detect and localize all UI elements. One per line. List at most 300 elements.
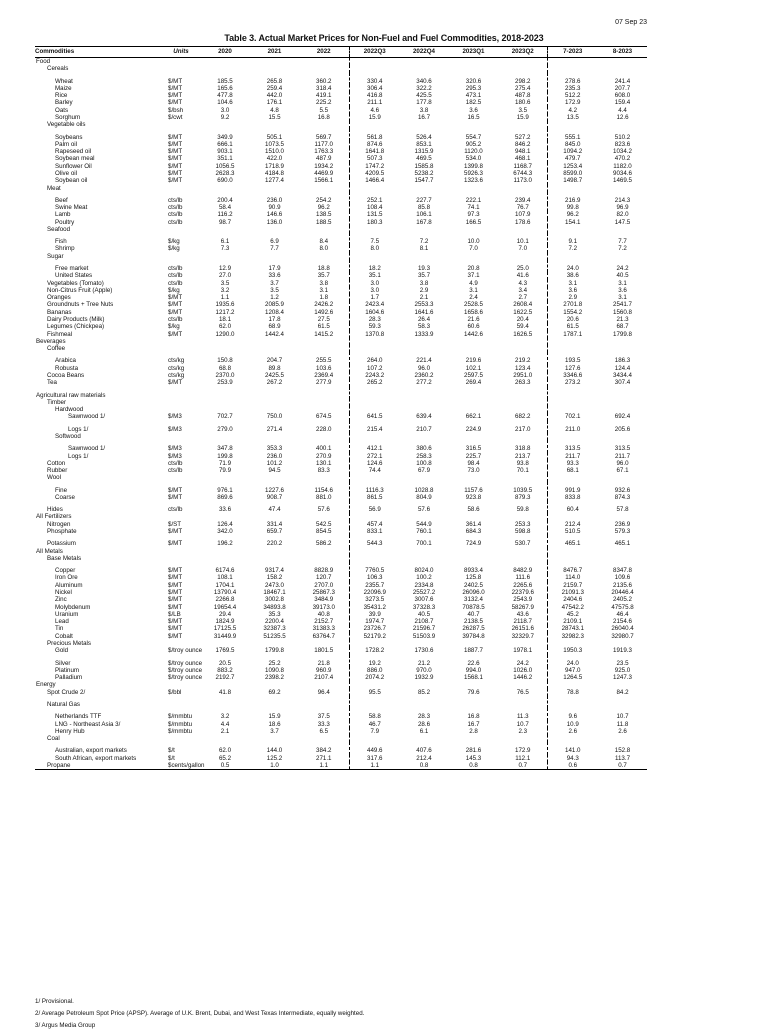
- value-cell: [598, 474, 647, 481]
- value-cell: 510.5: [547, 528, 598, 535]
- value-cell: 70.1: [516, 467, 529, 475]
- value-cell: [250, 640, 299, 647]
- value-cell: [299, 345, 349, 352]
- table-group-row: [35, 58, 647, 66]
- commodity-name: Vegetables (Tomato): [47, 279, 104, 287]
- value-cell: [598, 253, 647, 260]
- value-cell: 236.0: [266, 452, 283, 460]
- value-cell: 530.7: [515, 540, 531, 548]
- value-cell: 3.0: [349, 287, 400, 294]
- value-cell: 9317.4: [265, 567, 284, 575]
- unit-cell: cts/lb: [168, 204, 183, 212]
- commodity-name: Molybdenum: [55, 603, 91, 611]
- value-cell: 8599.0: [547, 170, 598, 177]
- value-cell: 22.6: [467, 659, 480, 667]
- value-cell: [250, 65, 299, 72]
- value-cell: 1333.9: [414, 330, 434, 338]
- value-cell: 216.9: [547, 192, 598, 204]
- value-cell: 3273.5: [349, 596, 400, 603]
- unit-cell: [162, 253, 200, 260]
- value-cell: 760.1: [416, 528, 432, 536]
- value-cell: 2404.6: [547, 596, 598, 603]
- value-cell: 219.2: [515, 357, 531, 365]
- value-cell: 0.8: [448, 762, 499, 770]
- value-cell: [400, 548, 448, 555]
- value-cell: 586.2: [316, 540, 332, 548]
- value-cell: 853.1: [416, 140, 432, 148]
- value-cell: 215.4: [349, 421, 400, 433]
- value-cell: [499, 474, 547, 481]
- unit-cell: $/MT: [168, 92, 183, 100]
- unit-cell: $/MT: [168, 596, 183, 604]
- value-cell: 79.9: [218, 467, 232, 475]
- value-cell: 16.5: [467, 113, 480, 121]
- value-cell: 98.7: [218, 218, 232, 226]
- table-row: [35, 287, 647, 294]
- value-cell: 25867.3: [312, 589, 335, 596]
- value-cell: 2.1: [220, 727, 230, 735]
- commodity-name: Base Metals: [47, 554, 82, 562]
- value-cell: 666.1: [217, 140, 233, 148]
- value-cell: 2426.2: [314, 301, 334, 309]
- value-cell: 58.4: [218, 204, 232, 212]
- value-cell: 7.0: [469, 245, 478, 253]
- value-cell: [448, 433, 499, 440]
- commodity-name: Precious Metals: [47, 639, 92, 647]
- commodity-name: All Fertilizers: [36, 513, 72, 521]
- value-cell: 1264.5: [547, 674, 598, 681]
- value-cell: [200, 253, 250, 260]
- value-cell: 40.8: [317, 610, 330, 618]
- commodity-name: Silver: [55, 659, 71, 667]
- value-cell: 7.7: [618, 238, 627, 246]
- value-cell: [200, 406, 250, 413]
- value-cell: [299, 555, 349, 562]
- value-cell: 416.8: [349, 92, 400, 99]
- value-cell: 1.0: [250, 762, 299, 770]
- value-cell: [299, 696, 349, 708]
- value-cell: [448, 345, 499, 352]
- unit-cell: $/LB: [168, 610, 181, 618]
- value-cell: 2553.3: [414, 301, 434, 309]
- header-col-2022q4: 2022Q4: [400, 47, 448, 58]
- value-cell: 6174.6: [215, 567, 235, 575]
- table-row: [35, 211, 647, 218]
- value-cell: 225.7: [465, 452, 482, 460]
- value-cell: 10.0: [467, 238, 480, 246]
- header-col-2020: 2020: [200, 47, 250, 58]
- unit-cell: [162, 406, 200, 413]
- value-cell: [400, 226, 448, 233]
- value-cell: 1.2: [270, 294, 279, 302]
- value-cell: [299, 121, 349, 128]
- value-cell: 487.9: [316, 155, 332, 163]
- value-cell: 846.2: [515, 140, 531, 148]
- value-cell: 0.5: [200, 762, 250, 770]
- table-row: [35, 562, 647, 574]
- value-cell: 41.8: [218, 688, 232, 696]
- value-cell: 3.7: [270, 279, 279, 287]
- unit-cell: cts/lb: [168, 196, 183, 204]
- value-cell: [547, 65, 598, 72]
- value-cell: 258.3: [416, 452, 432, 460]
- value-cell: 107.9: [515, 211, 531, 219]
- value-cell: 1247.3: [613, 674, 632, 682]
- value-cell: 542.5: [316, 520, 332, 528]
- unit-cell: $/MT: [168, 581, 183, 589]
- value-cell: 212.4: [416, 754, 432, 762]
- value-cell: [299, 433, 349, 440]
- value-cell: [400, 696, 448, 708]
- table-row: [35, 453, 647, 460]
- value-cell: 32982.3: [547, 633, 598, 640]
- value-cell: [299, 65, 349, 72]
- value-cell: [200, 338, 250, 345]
- value-cell: 33.6: [268, 272, 281, 280]
- value-cell: 3.6: [469, 106, 478, 114]
- table-row: [35, 372, 647, 379]
- value-cell: 96.0: [417, 364, 431, 372]
- unit-cell: $/troy ounce: [168, 674, 203, 682]
- value-cell: 51235.5: [263, 632, 286, 640]
- unit-cell: $/M3: [168, 452, 182, 460]
- table-group-row: [35, 345, 647, 352]
- value-cell: [598, 226, 647, 233]
- value-cell: [200, 387, 250, 399]
- value-cell: 468.1: [515, 155, 531, 163]
- value-cell: 2402.5: [464, 581, 483, 589]
- commodity-name: Logs 1/: [68, 452, 89, 460]
- commodity-name: Rapeseed oil: [55, 148, 92, 156]
- value-cell: [400, 640, 448, 647]
- value-cell: 1769.5: [215, 647, 235, 655]
- value-cell: [200, 345, 250, 352]
- unit-cell: $/MT: [168, 625, 183, 633]
- value-cell: 8482.9: [513, 567, 533, 575]
- table-body: [35, 58, 647, 770]
- value-cell: 3.5: [270, 286, 279, 294]
- value-cell: 2135.6: [613, 581, 632, 589]
- value-cell: 6744.3: [513, 169, 533, 177]
- value-cell: 507.3: [349, 155, 400, 162]
- commodity-name: Spot Crude 2/: [47, 688, 86, 696]
- value-cell: 659.7: [266, 528, 283, 536]
- value-cell: 15.9: [268, 713, 281, 721]
- table-group-row: [35, 387, 647, 399]
- commodity-name: Barley: [55, 99, 73, 107]
- value-cell: 534.0: [465, 155, 482, 163]
- value-cell: [400, 345, 448, 352]
- value-cell: [448, 640, 499, 647]
- value-cell: 1253.4: [547, 163, 598, 170]
- value-cell: 1787.1: [547, 331, 598, 338]
- value-cell: [200, 433, 250, 440]
- value-cell: 1934.2: [314, 162, 334, 170]
- value-cell: 41.6: [516, 272, 529, 280]
- header-col-2022q3: 2022Q3: [349, 47, 400, 58]
- footnote-3: 3/ Argus Media Group: [35, 1022, 96, 1029]
- value-cell: 2.9: [547, 294, 598, 301]
- table-row: [35, 365, 647, 372]
- value-cell: 235.3: [547, 85, 598, 92]
- value-cell: 1547.7: [414, 177, 434, 185]
- value-cell: 3.8: [319, 279, 329, 287]
- table-row: [35, 625, 647, 632]
- value-cell: 0.6: [547, 762, 598, 770]
- unit-cell: $/MT: [168, 618, 183, 626]
- unit-cell: $/MT: [168, 155, 183, 163]
- commodity-name: Fine: [55, 486, 68, 494]
- value-cell: [499, 399, 547, 406]
- unit-cell: cts/lb: [168, 467, 183, 475]
- value-cell: 313.5: [614, 445, 631, 453]
- value-cell: 35431.2: [349, 604, 400, 611]
- value-cell: [499, 345, 547, 352]
- commodity-name: Cereals: [47, 65, 69, 73]
- value-cell: 172.9: [515, 747, 531, 755]
- value-cell: 2.1: [419, 294, 429, 302]
- value-cell: 349.9: [217, 133, 233, 141]
- value-cell: 90.9: [268, 204, 281, 212]
- value-cell: 923.8: [465, 493, 482, 501]
- commodity-name: Non-Citrus Fruit (Apple): [47, 286, 113, 294]
- value-cell: 228.0: [316, 425, 332, 433]
- value-cell: 7760.5: [349, 562, 400, 574]
- value-cell: 833.8: [547, 494, 598, 501]
- value-cell: 8024.0: [414, 567, 434, 575]
- value-cell: 16.8: [467, 713, 480, 721]
- commodity-name: Fish: [55, 238, 67, 246]
- value-cell: 35.7: [317, 272, 330, 280]
- value-cell: 6.5: [319, 727, 329, 735]
- value-cell: 874.3: [614, 493, 631, 501]
- value-cell: 57.6: [417, 506, 431, 514]
- value-cell: [200, 121, 250, 128]
- table-row: [35, 85, 647, 92]
- value-cell: 662.1: [465, 413, 482, 421]
- header-col-2021: 2021: [250, 47, 299, 58]
- table-row: [35, 352, 647, 364]
- value-cell: 144.0: [266, 747, 283, 755]
- value-cell: 23.5: [616, 659, 629, 667]
- value-cell: 2243.2: [349, 372, 400, 379]
- value-cell: 1094.2: [547, 148, 598, 155]
- table-row: [35, 674, 647, 681]
- value-cell: [250, 226, 299, 233]
- unit-cell: $/t: [168, 754, 175, 762]
- value-cell: 555.1: [547, 129, 598, 141]
- value-cell: 31383.3: [312, 625, 335, 633]
- commodity-name: Food: [36, 58, 51, 65]
- value-cell: 412.1: [349, 440, 400, 452]
- value-cell: [250, 121, 299, 128]
- value-cell: 32387.3: [263, 625, 286, 633]
- table-group-row: [35, 433, 647, 440]
- value-cell: [349, 121, 400, 128]
- table-row: [35, 611, 647, 618]
- value-cell: [400, 735, 448, 742]
- value-cell: 318.8: [515, 445, 531, 453]
- value-cell: [400, 433, 448, 440]
- value-cell: 1799.8: [265, 647, 284, 655]
- value-cell: 84.2: [616, 688, 629, 696]
- value-cell: [448, 58, 499, 66]
- table-row: [35, 721, 647, 728]
- value-cell: 277.9: [316, 379, 332, 387]
- value-cell: 881.0: [316, 493, 332, 501]
- table-row: [35, 141, 647, 148]
- value-cell: 185.5: [217, 77, 233, 85]
- unit-cell: $/MT: [168, 294, 183, 302]
- value-cell: [598, 640, 647, 647]
- value-cell: 886.0: [349, 667, 400, 674]
- value-cell: 5.5: [319, 106, 329, 114]
- value-cell: [448, 474, 499, 481]
- unit-cell: cts/kg: [168, 371, 185, 379]
- value-cell: 7.9: [349, 728, 400, 735]
- value-cell: 29.4: [218, 610, 232, 618]
- value-cell: 278.6: [547, 73, 598, 85]
- value-cell: 73.0: [467, 467, 480, 475]
- unit-cell: [162, 640, 200, 647]
- value-cell: 265.2: [349, 379, 400, 386]
- table-group-row: [35, 696, 647, 708]
- value-cell: 994.0: [465, 666, 482, 674]
- value-cell: 241.4: [614, 77, 631, 85]
- value-cell: 93.8: [516, 459, 529, 467]
- value-cell: 1568.1: [464, 674, 483, 682]
- value-cell: 25.2: [268, 659, 281, 667]
- value-cell: 18.6: [268, 720, 281, 728]
- value-cell: [349, 253, 400, 260]
- commodity-name: Beverages: [36, 337, 66, 345]
- value-cell: [200, 474, 250, 481]
- value-cell: 407.6: [416, 747, 432, 755]
- value-cell: 112.1: [515, 754, 531, 762]
- value-cell: 108.1: [217, 574, 233, 582]
- value-cell: [448, 185, 499, 192]
- value-cell: 96.2: [317, 204, 330, 212]
- value-cell: 833.1: [349, 528, 400, 535]
- value-cell: [400, 387, 448, 399]
- value-cell: 264.0: [349, 352, 400, 364]
- value-cell: [299, 513, 349, 520]
- table-row: [35, 294, 647, 301]
- commodity-name: Rice: [55, 92, 68, 100]
- value-cell: 46.4: [616, 610, 629, 618]
- table-row: [35, 440, 647, 452]
- value-cell: 1824.9: [215, 618, 235, 626]
- value-cell: 252.1: [349, 192, 400, 204]
- value-cell: 39.9: [349, 611, 400, 618]
- value-cell: 7.0: [518, 245, 528, 253]
- value-cell: 123.4: [515, 364, 531, 372]
- value-cell: 874.6: [349, 141, 400, 148]
- value-cell: [200, 555, 250, 562]
- unit-cell: $/MT: [168, 486, 183, 494]
- unit-cell: $/mmbtu: [168, 713, 193, 721]
- value-cell: 1173.0: [513, 177, 532, 185]
- value-cell: [400, 681, 448, 688]
- value-cell: 7.5: [349, 233, 400, 245]
- commodity-name: Coal: [47, 735, 60, 743]
- value-cell: 68.1: [547, 467, 598, 474]
- value-cell: 4.8: [270, 106, 279, 114]
- value-cell: 114.0: [547, 574, 598, 581]
- value-cell: 0.8: [400, 762, 448, 770]
- table-row: [35, 170, 647, 177]
- value-cell: 1154.6: [314, 486, 333, 494]
- value-cell: [299, 58, 349, 66]
- value-cell: [299, 406, 349, 413]
- value-cell: 330.4: [349, 73, 400, 85]
- commodity-name: Poultry: [55, 218, 75, 226]
- value-cell: [299, 185, 349, 192]
- value-cell: [598, 555, 647, 562]
- value-cell: [349, 185, 400, 192]
- value-cell: 2597.5: [464, 371, 483, 379]
- value-cell: 18.1: [218, 316, 232, 323]
- table-title: Table 3. Actual Market Prices for Non-Fuel and Fuel Commodities, 2018-2023: [224, 33, 544, 43]
- unit-cell: [162, 338, 200, 345]
- value-cell: 1799.8: [613, 330, 632, 338]
- unit-cell: [162, 345, 200, 352]
- table-row: [35, 129, 647, 141]
- value-cell: 3002.8: [265, 596, 284, 604]
- value-cell: 16.7: [467, 720, 480, 728]
- value-cell: 100.2: [416, 574, 432, 582]
- value-cell: 172.9: [547, 99, 598, 106]
- value-cell: [349, 513, 400, 520]
- table-row: [35, 647, 647, 654]
- value-cell: 10.7: [616, 713, 629, 721]
- value-cell: 32329.7: [511, 632, 534, 640]
- value-cell: 3.6: [618, 286, 627, 294]
- value-cell: [499, 226, 547, 233]
- value-cell: 3.1: [469, 286, 478, 294]
- value-cell: 3.8: [419, 279, 429, 287]
- value-cell: 869.6: [217, 493, 233, 501]
- value-cell: 1978.1: [513, 647, 533, 655]
- value-cell: 1469.5: [613, 177, 632, 185]
- value-cell: 1.8: [319, 294, 329, 302]
- value-cell: [547, 338, 598, 345]
- table-row: [35, 574, 647, 581]
- value-cell: 2159.7: [547, 582, 598, 589]
- value-cell: 85.8: [417, 204, 431, 212]
- value-cell: [547, 735, 598, 742]
- unit-cell: $/MT: [168, 632, 183, 640]
- value-cell: 470.2: [614, 155, 631, 163]
- value-cell: 35.3: [268, 610, 281, 618]
- value-cell: 823.6: [614, 140, 631, 148]
- value-cell: 239.4: [515, 196, 531, 204]
- value-cell: 3.1: [618, 279, 627, 287]
- value-cell: [598, 345, 647, 352]
- table-row: [35, 92, 647, 99]
- unit-cell: $/t: [168, 747, 175, 755]
- value-cell: 279.0: [217, 425, 233, 433]
- value-cell: [200, 65, 250, 72]
- value-cell: 21.2: [417, 659, 431, 667]
- unit-cell: [162, 513, 200, 520]
- table-row: [35, 245, 647, 252]
- value-cell: 13790.4: [213, 589, 237, 596]
- value-cell: 59.8: [516, 506, 529, 514]
- table-row: [35, 582, 647, 589]
- value-cell: 22096.9: [349, 589, 400, 596]
- value-cell: [200, 735, 250, 742]
